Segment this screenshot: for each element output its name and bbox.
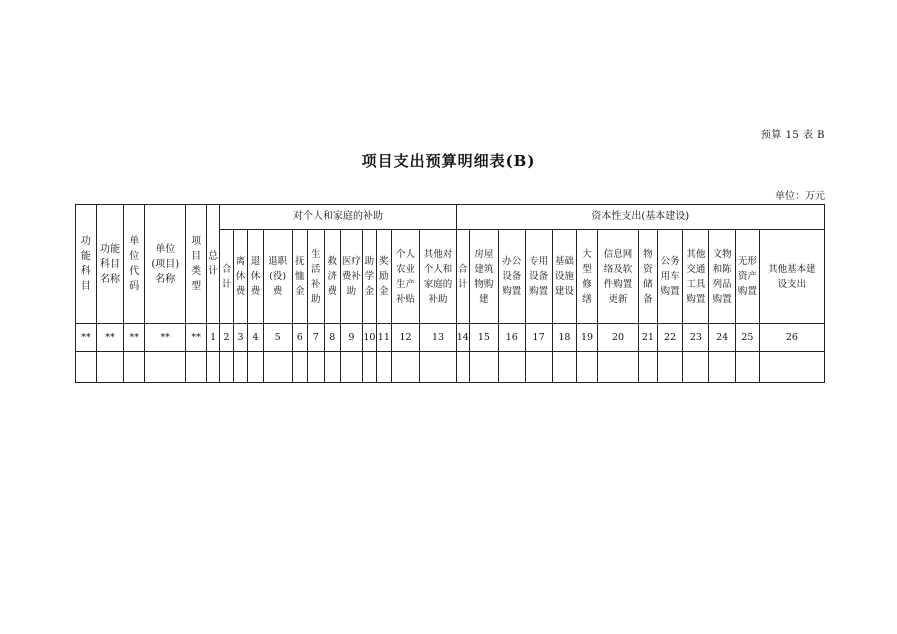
table-cell [324, 352, 341, 383]
table-row-empty [76, 352, 825, 383]
column-header [96, 205, 124, 324]
table-cell [525, 352, 552, 383]
column-header [657, 230, 683, 324]
column-header-label: 文物 和陈 列品 购置 [712, 248, 732, 305]
column-header-label: 无形 资产 购置 [737, 256, 757, 297]
column-number: 18 [552, 324, 577, 352]
column-header-label: 其他对 个人和 家庭的 补助 [423, 248, 453, 305]
column-header-label: 办公 设备 购置 [502, 256, 522, 297]
column-header-label: 公务 用车 购置 [660, 256, 680, 297]
column-header [552, 230, 577, 324]
column-header [391, 230, 420, 324]
column-header-label: 基础 设施 建设 [554, 256, 574, 297]
column-header [248, 230, 263, 324]
column-number: 5 [263, 324, 292, 352]
table-cell [206, 352, 219, 383]
table-cell [362, 352, 376, 383]
table-cell [248, 352, 263, 383]
column-header-label: 专用 设备 购置 [529, 256, 549, 297]
table-cell: ** [186, 324, 207, 352]
column-number: 7 [308, 324, 325, 352]
column-header-label: 抚 恤 金 [295, 256, 305, 297]
column-header-label: 功能 科目 名称 [100, 243, 121, 285]
column-header-label: 退 休 费 [250, 256, 261, 297]
table-cell [341, 352, 363, 383]
column-header [639, 230, 658, 324]
column-header [736, 230, 760, 324]
column-number: 25 [736, 324, 760, 352]
column-header [470, 230, 499, 324]
column-number: 11 [377, 324, 391, 352]
unit-label: 单位：万元 [775, 191, 825, 202]
table-cell: 1 [206, 324, 219, 352]
column-header [597, 230, 638, 324]
table-cell [186, 352, 207, 383]
table-cell [292, 352, 307, 383]
table-cell [391, 352, 420, 383]
table-group-header-row [76, 205, 825, 230]
table-cell [736, 352, 760, 383]
column-number: 21 [639, 324, 658, 352]
column-header [308, 230, 325, 324]
column-header-label: 退职 (役) 费 [268, 256, 288, 297]
column-header-label: 合 计 [458, 263, 468, 290]
column-header [420, 230, 456, 324]
column-header-label: 其他 交通 工具 购置 [686, 248, 706, 305]
column-header [186, 205, 207, 324]
column-header [263, 230, 292, 324]
column-header-label: 离 休 费 [235, 256, 246, 297]
column-number: 3 [233, 324, 247, 352]
table-cell [498, 352, 525, 383]
column-number: 8 [324, 324, 341, 352]
column-number: 20 [597, 324, 638, 352]
column-number: 6 [292, 324, 307, 352]
column-number: 4 [248, 324, 263, 352]
column-header [220, 230, 233, 324]
column-number: 23 [683, 324, 709, 352]
table-cell [420, 352, 456, 383]
table-cell [657, 352, 683, 383]
table-cell [597, 352, 638, 383]
table-cell [145, 352, 186, 383]
table-cell [233, 352, 247, 383]
column-header [76, 205, 97, 324]
column-number: 9 [341, 324, 363, 352]
table-cell [577, 352, 598, 383]
table-cell [759, 352, 824, 383]
column-number: 17 [525, 324, 552, 352]
column-number: 2 [220, 324, 233, 352]
table-cell [377, 352, 391, 383]
table-cell [639, 352, 658, 383]
column-header-label: 合 计 [221, 263, 232, 290]
column-number: 15 [470, 324, 499, 352]
column-header [324, 230, 341, 324]
table-row [76, 324, 825, 352]
column-header [577, 230, 598, 324]
column-header-label: 功 能 科 目 [80, 236, 91, 292]
group-header: 对个人和家庭的补助 [220, 205, 456, 230]
table-cell [709, 352, 736, 383]
column-header [341, 230, 363, 324]
table-cell [470, 352, 499, 383]
table-cell [308, 352, 325, 383]
table-cell [456, 352, 469, 383]
group-header: 资本性支出(基本建设) [456, 205, 824, 230]
column-number: 19 [577, 324, 598, 352]
column-header-label: 信息网 络及软 件购置 更新 [603, 248, 633, 305]
column-number: 16 [498, 324, 525, 352]
column-header-label: 单 位 代 码 [129, 236, 140, 292]
table-cell [220, 352, 233, 383]
table-cell [124, 352, 145, 383]
column-header [362, 230, 376, 324]
table-cell [552, 352, 577, 383]
column-header-label: 医疗 费补 助 [341, 256, 361, 297]
column-number: 26 [759, 324, 824, 352]
column-header [145, 205, 186, 324]
column-header [124, 205, 145, 324]
column-number: 24 [709, 324, 736, 352]
column-number: 12 [391, 324, 420, 352]
column-header [206, 205, 219, 324]
column-header-label: 大 型 修 缮 [582, 248, 592, 305]
table-cell [76, 352, 97, 383]
column-header [683, 230, 709, 324]
table-cell: ** [145, 324, 186, 352]
column-number: 13 [420, 324, 456, 352]
column-header-label: 项 目 类 型 [191, 236, 202, 292]
column-number: 10 [362, 324, 376, 352]
column-header-label: 总 计 [208, 251, 219, 277]
column-header-label: 单位 (项目) 名称 [151, 243, 180, 285]
column-header-label: 奖 励 金 [379, 256, 389, 297]
column-header [292, 230, 307, 324]
column-header [498, 230, 525, 324]
table-cell: ** [76, 324, 97, 352]
column-header-label: 助 学 金 [364, 256, 375, 297]
column-header-label: 物 资 储 备 [643, 248, 653, 305]
column-header-label: 个人 农业 生产 补贴 [395, 248, 415, 305]
table-cell [683, 352, 709, 383]
table-reference-code: 预算 15 表 B [760, 130, 825, 141]
budget-detail-table [75, 204, 825, 383]
column-header [233, 230, 247, 324]
column-number: 14 [456, 324, 469, 352]
table-cell: ** [124, 324, 145, 352]
table-cell [263, 352, 292, 383]
column-header-label: 房屋 建筑 物购 建 [474, 248, 494, 305]
column-header [709, 230, 736, 324]
table-cell [96, 352, 124, 383]
column-header-label: 其他基本建 设支出 [768, 263, 816, 290]
column-header [759, 230, 824, 324]
column-header [525, 230, 552, 324]
column-header [456, 230, 469, 324]
column-number: 22 [657, 324, 683, 352]
column-header [377, 230, 391, 324]
page-title: 项目支出预算明细表(B) [361, 152, 536, 170]
column-header-label: 生 活 补 助 [311, 248, 321, 305]
table-cell: ** [96, 324, 124, 352]
column-header-label: 救 济 费 [327, 256, 338, 297]
